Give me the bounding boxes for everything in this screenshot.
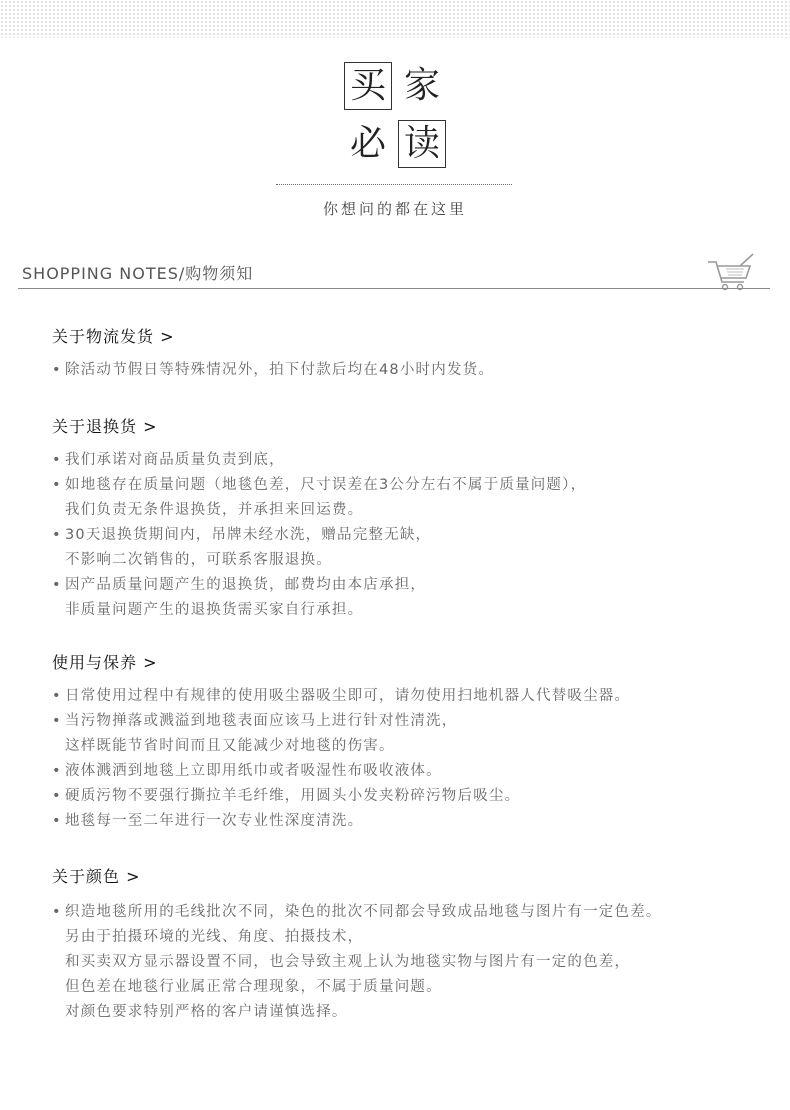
section-returns <box>52 416 586 623</box>
list-item: • 除活动节假日等特殊情况外，拍下付款后均在48小时内发货。 <box>52 362 495 378</box>
section-heading: 关于退换货 > <box>52 417 158 436</box>
section-heading: 关于颜色 > <box>52 867 141 886</box>
shopping-notes-heading: SHOPPING NOTES/购物须知 <box>22 264 254 283</box>
list-item: • 30天退换货期间内，吊牌未经水洗，赠品完整无缺， 不影响二次销售的，可联系客服退换。 <box>52 527 432 568</box>
list-item: • 地毯每一至二年进行一次专业性深度清洗。 <box>52 813 364 829</box>
list-item: • 因产品质量问题产生的退换货，邮费均由本店承担， 非质量问题产生的退换货需买家自行承担。 <box>52 577 427 618</box>
subtitle: 你想问的都在这里 <box>322 200 467 218</box>
list-item: • 织造地毯所用的毛线批次不同，染色的批次不同都会导致成品地毯与图片有一定色差。 另由于拍摄环境的光线、角度、拍摄技术， 和买卖双方显示器设置不同，也会导致主观上认为地毯实物与图片有一定的色差， 但色差在地毯行业属正常合理现象，不属于质量问题。 对颜色要求特别严格的客户请谨慎选择。 <box>52 904 662 1020</box>
title-char: 家 <box>403 65 440 106</box>
section-color <box>52 866 662 1025</box>
list-item: • 如地毯存在质量问题（地毯色差，尺寸误差在3公分左右不属于质量问题）， 我们负责无条件退换货，并承担来回运费。 <box>52 477 587 518</box>
section-heading: 使用与保养 > <box>52 653 158 672</box>
list-item: • 当污物掸落或溅溢到地毯表面应该马上进行针对性清洗， 这样既能节省时间而且又能减少对地毯的伤害。 <box>52 713 458 754</box>
shopping-cart-icon <box>706 252 754 292</box>
dotted-divider <box>276 184 512 185</box>
section-divider <box>18 288 770 289</box>
list-item: • 我们承诺对商品质量负责到底， <box>52 452 285 468</box>
list-item: • 日常使用过程中有规律的使用吸尘器吸尘即可，请勿使用扫地机器人代替吸尘器。 <box>52 688 631 704</box>
section-care <box>52 652 630 834</box>
page-title <box>344 62 448 168</box>
section-heading: 关于物流发货 > <box>52 327 175 346</box>
section-shipping <box>52 326 494 383</box>
title-char: 必 <box>349 123 386 164</box>
decorative-top-band <box>0 0 790 40</box>
list-item: • 液体溅洒到地毯上立即用纸巾或者吸湿性布吸收液体。 <box>52 763 442 779</box>
title-char: 买 <box>344 62 392 110</box>
list-item: • 硬质污物不要强行撕拉羊毛纤维，用圆头小发夹粉碎污物后吸尘。 <box>52 788 521 804</box>
title-char: 读 <box>398 120 446 168</box>
